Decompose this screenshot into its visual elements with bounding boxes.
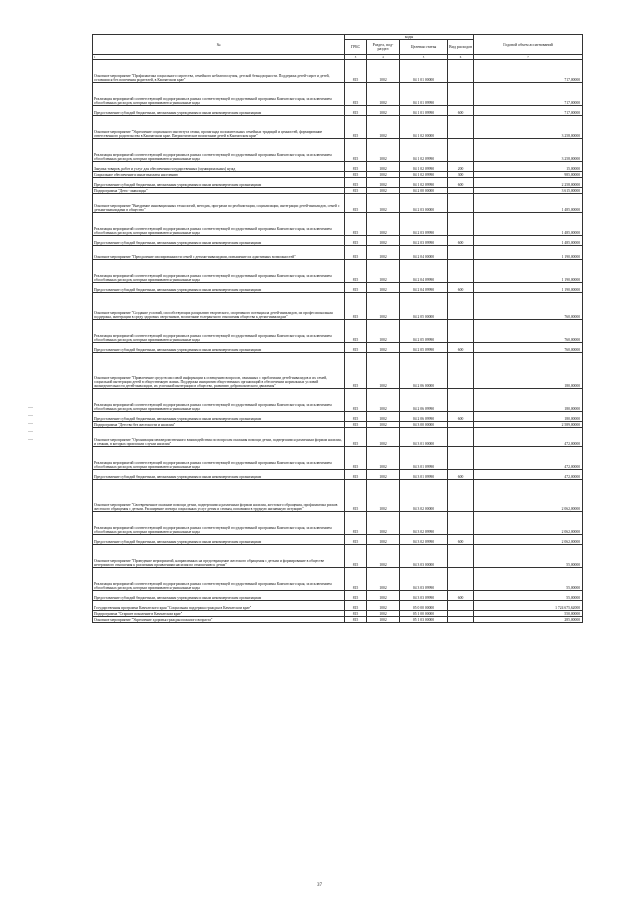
row-annual-amount: 180,00000 (474, 389, 583, 412)
row-razdel: 1002 (367, 83, 400, 106)
row-annual-amount: 717,00000 (474, 60, 583, 83)
row-grbs: 815 (345, 447, 367, 470)
row-grbs: 815 (345, 83, 367, 106)
row-grbs: 815 (345, 601, 367, 611)
row-expense-type (448, 194, 474, 213)
table-row (93, 236, 583, 246)
row-target-article: 04 1 02 09990 (400, 178, 448, 188)
row-description: Предоставление субсидий бюджетным, автономным учреждениям и иным некоммерческим организациям (93, 283, 345, 293)
row-target-article: 05 1 00 00000 (400, 611, 448, 617)
row-razdel: 1002 (367, 139, 400, 162)
table-row (93, 213, 583, 236)
row-annual-amount: 2 062,00000 (474, 535, 583, 545)
row-grbs: 815 (345, 139, 367, 162)
row-razdel: 1002 (367, 236, 400, 246)
table-row (93, 601, 583, 611)
row-grbs: 815 (345, 293, 367, 320)
row-description: Основное мероприятие "Организация межведомственного взаимодействия по вопросам оказания помощи детям, подвергшимся различным формам насилия, и семьям, в которых произошли случаи насилия" (93, 428, 345, 447)
row-description: Реализация мероприятий соответствующей подпрограммы в рамках соответствующей государственной программы Камчатского края, за исключением обособленных расходов, которым присваиваются уникальные коды (93, 320, 345, 343)
row-expense-type (448, 601, 474, 611)
row-razdel: 1002 (367, 172, 400, 178)
table-row (93, 293, 583, 320)
row-grbs: 815 (345, 512, 367, 535)
header-colnum-4: 4 (367, 55, 400, 60)
row-razdel: 1002 (367, 480, 400, 512)
row-expense-type (448, 568, 474, 591)
row-razdel: 1002 (367, 568, 400, 591)
row-grbs: 815 (345, 178, 367, 188)
row-target-article: 04 1 02 09990 (400, 162, 448, 172)
row-annual-amount: 472,00000 (474, 447, 583, 470)
row-annual-amount: 1 485,00000 (474, 236, 583, 246)
row-annual-amount: 3 615,00000 (474, 188, 583, 194)
row-target-article: 04 2 03 00000 (400, 194, 448, 213)
row-razdel: 1002 (367, 260, 400, 283)
row-target-article: 04 3 01 09990 (400, 470, 448, 480)
row-annual-amount: 15,00000 (474, 162, 583, 172)
row-target-article: 05 0 00 00000 (400, 601, 448, 611)
row-target-article: 04 3 00 00000 (400, 422, 448, 428)
row-grbs: 815 (345, 260, 367, 283)
row-description: Подпрограмма "Детство без жестокости и насилия" (93, 422, 345, 428)
row-target-article: 04 2 05 09990 (400, 343, 448, 353)
row-description: Государственная программа Камчатского края "Социальная поддержка граждан в Камчатском крае" (93, 601, 345, 611)
row-target-article: 04 2 03 09990 (400, 213, 448, 236)
table-row (93, 162, 583, 172)
row-razdel: 1002 (367, 470, 400, 480)
row-target-article: 04 3 03 09990 (400, 568, 448, 591)
budget-table (92, 34, 583, 623)
row-grbs: 815 (345, 412, 367, 422)
row-razdel: 1002 (367, 447, 400, 470)
row-description: Предоставление субсидий бюджетным, автономным учреждениям и иным некоммерческим организациям (93, 343, 345, 353)
row-description: Закупка товаров, работ и услуг для обеспечения государственных (муниципальных) нужд (93, 162, 345, 172)
row-target-article: 04 2 03 09990 (400, 236, 448, 246)
row-annual-amount: 760,00000 (474, 343, 583, 353)
row-annual-amount: 1 724 675,62000 (474, 601, 583, 611)
row-razdel: 1002 (367, 178, 400, 188)
row-target-article: 04 3 01 00000 (400, 428, 448, 447)
row-expense-type (448, 320, 474, 343)
row-expense-type (448, 213, 474, 236)
row-grbs: 815 (345, 106, 367, 116)
row-description: Предоставление субсидий бюджетным, автономным учреждениям и иным некоммерческим организациям (93, 535, 345, 545)
row-annual-amount: 472,00000 (474, 428, 583, 447)
header-num: № (93, 35, 345, 55)
row-target-article: 04 3 03 00000 (400, 545, 448, 568)
row-annual-amount: 985,00000 (474, 172, 583, 178)
table-row (93, 343, 583, 353)
row-razdel: 1002 (367, 412, 400, 422)
row-description: Предоставление субсидий бюджетным, автономным учреждениям и иным некоммерческим организациям (93, 178, 345, 188)
row-grbs: 815 (345, 545, 367, 568)
row-razdel: 1002 (367, 188, 400, 194)
row-annual-amount: 760,00000 (474, 320, 583, 343)
row-annual-amount: 3 258,00000 (474, 139, 583, 162)
row-target-article: 04 3 02 09990 (400, 535, 448, 545)
row-expense-type (448, 116, 474, 139)
row-description: Предоставление субсидий бюджетным, автономным учреждениям и иным некоммерческим организациям (93, 412, 345, 422)
row-razdel: 1002 (367, 428, 400, 447)
row-razdel: 1002 (367, 535, 400, 545)
row-razdel: 1002 (367, 545, 400, 568)
row-expense-type (448, 617, 474, 623)
table-row (93, 116, 583, 139)
row-expense-type: 300 (448, 172, 474, 178)
row-annual-amount: 3 258,00000 (474, 116, 583, 139)
row-target-article: 04 2 05 09990 (400, 320, 448, 343)
row-annual-amount: 1 190,00000 (474, 283, 583, 293)
row-target-article: 04 3 02 09990 (400, 512, 448, 535)
table-row (93, 353, 583, 389)
row-expense-type (448, 83, 474, 106)
row-grbs: 815 (345, 470, 367, 480)
row-grbs: 815 (345, 188, 367, 194)
table-row (93, 260, 583, 283)
row-annual-amount: 472,00000 (474, 470, 583, 480)
row-expense-type (448, 512, 474, 535)
row-description: Основное мероприятие "Укрепление социального института семьи, пропаганда положительных семейных традиций и ценностей, формирование ответственного родительства в Камчатском крае. Патриотическое воспитание детей в Камчатском крае" (93, 116, 345, 139)
row-expense-type: 600 (448, 178, 474, 188)
row-expense-type (448, 139, 474, 162)
table-row (93, 60, 583, 83)
budget-table-sheet (92, 34, 582, 623)
page-number: 37 (317, 883, 322, 888)
row-grbs: 815 (345, 343, 367, 353)
row-description: Реализация мероприятий соответствующей подпрограммы в рамках соответствующей государственной программы Камчатского края, за исключением обособленных расходов, которым присваиваются уникальные коды (93, 389, 345, 412)
row-grbs: 815 (345, 353, 367, 389)
row-expense-type (448, 246, 474, 260)
row-description: Предоставление субсидий бюджетным, автономным учреждениям и иным некоммерческим организациям (93, 470, 345, 480)
table-row (93, 412, 583, 422)
row-annual-amount: 180,00000 (474, 353, 583, 389)
row-razdel: 1002 (367, 320, 400, 343)
row-annual-amount: 717,00000 (474, 106, 583, 116)
table-row (93, 470, 583, 480)
row-annual-amount: 55,00000 (474, 591, 583, 601)
row-description: Социальное обеспечение и иные выплаты населению (93, 172, 345, 178)
row-target-article: 04 2 06 00000 (400, 353, 448, 389)
row-grbs: 815 (345, 246, 367, 260)
row-description: Реализация мероприятий соответствующей подпрограммы в рамках соответствующей государственной программы Камчатского края, за исключением обособленных расходов, которым присваиваются уникальные коды (93, 213, 345, 236)
table-row (93, 283, 583, 293)
row-razdel: 1002 (367, 389, 400, 412)
row-target-article: 04 1 02 09990 (400, 172, 448, 178)
row-razdel: 1002 (367, 246, 400, 260)
row-description: Реализация мероприятий соответствующей подпрограммы в рамках соответствующей государственной программы Камчатского края, за исключением обособленных расходов, которым присваиваются уникальные коды (93, 447, 345, 470)
row-description: Основное мероприятие "Укрепление здоровья граждан пожилого возраста" (93, 617, 345, 623)
header-razdel: Раздел, под-раздел (367, 40, 400, 55)
row-annual-amount: 2 062,00000 (474, 480, 583, 512)
row-description: Подпрограмма "Дети - инвалиды" (93, 188, 345, 194)
row-grbs: 815 (345, 162, 367, 172)
row-expense-type (448, 447, 474, 470)
row-razdel: 1002 (367, 116, 400, 139)
row-target-article: 04 2 04 09990 (400, 260, 448, 283)
row-expense-type (448, 545, 474, 568)
table-row (93, 83, 583, 106)
row-grbs: 815 (345, 213, 367, 236)
row-annual-amount: 1 190,00000 (474, 246, 583, 260)
row-annual-amount: 717,00000 (474, 83, 583, 106)
row-razdel: 1002 (367, 213, 400, 236)
row-annual-amount: 550,00000 (474, 611, 583, 617)
table-row (93, 568, 583, 591)
row-grbs: 815 (345, 320, 367, 343)
row-expense-type: 600 (448, 535, 474, 545)
row-razdel: 1002 (367, 106, 400, 116)
row-annual-amount: 2 258,00000 (474, 178, 583, 188)
row-razdel: 1002 (367, 353, 400, 389)
table-row (93, 428, 583, 447)
row-expense-type (448, 293, 474, 320)
row-grbs: 815 (345, 116, 367, 139)
row-expense-type (448, 60, 474, 83)
row-annual-amount: 55,00000 (474, 545, 583, 568)
row-expense-type: 600 (448, 106, 474, 116)
row-description: Основное мероприятие "Проведение мероприятий, направленных на предотвращение жестокого обращения с детьми и формирование в обществе нетерпимого отношения к различным проявлениям насилия по отношению к детям" (93, 545, 345, 568)
table-row (93, 545, 583, 568)
row-grbs: 815 (345, 283, 367, 293)
header-grbs: ГРБС (345, 40, 367, 55)
row-expense-type: 600 (448, 236, 474, 246)
row-grbs: 815 (345, 591, 367, 601)
row-razdel: 1002 (367, 162, 400, 172)
row-razdel: 1002 (367, 60, 400, 83)
row-target-article: 04 2 06 09990 (400, 389, 448, 412)
row-razdel: 1002 (367, 611, 400, 617)
row-expense-type: 600 (448, 591, 474, 601)
row-target-article: 04 3 01 09990 (400, 447, 448, 470)
row-target-article: 04 1 01 09990 (400, 106, 448, 116)
header-sum: Годовой объем ассигнований (474, 35, 583, 55)
row-annual-amount: 180,00000 (474, 412, 583, 422)
row-grbs: 815 (345, 428, 367, 447)
header-colnum-7: 7 (474, 55, 583, 60)
row-annual-amount: 2 062,00000 (474, 512, 583, 535)
row-razdel: 1002 (367, 617, 400, 623)
row-grbs: 815 (345, 172, 367, 178)
row-grbs: 815 (345, 611, 367, 617)
header-vid: Вид расходов (448, 40, 474, 55)
table-row (93, 389, 583, 412)
row-expense-type (448, 353, 474, 389)
header-colnum-5: 5 (400, 55, 448, 60)
header-colnum-3: 3 (345, 55, 367, 60)
row-annual-amount: 2 589,00000 (474, 422, 583, 428)
table-row (93, 512, 583, 535)
row-description: Реализация мероприятий соответствующей подпрограммы в рамках соответствующей государственной программы Камчатского края, за исключением обособленных расходов, которым присваиваются уникальные коды (93, 83, 345, 106)
row-description: Реализация мероприятий соответствующей подпрограммы в рамках соответствующей государственной программы Камчатского края, за исключением обособленных расходов, которым присваиваются уникальные коды (93, 568, 345, 591)
table-row (93, 139, 583, 162)
row-grbs: 815 (345, 480, 367, 512)
row-razdel: 1002 (367, 283, 400, 293)
row-description: Основное мероприятие "Создание условий, способствующих раскрытию творческого, спортивного потенциала детей-инвалидов, их профессиональная поддержка, интеграции в среду здоровых сверстников, воспитание толерантного отношения общества к детям-инвалидам" (93, 293, 345, 320)
header-colnum-6: 6 (448, 55, 474, 60)
row-target-article: 04 1 02 09990 (400, 139, 448, 162)
table-row (93, 178, 583, 188)
row-expense-type: 600 (448, 412, 474, 422)
row-expense-type: 600 (448, 470, 474, 480)
row-grbs: 815 (345, 60, 367, 83)
row-expense-type: 600 (448, 283, 474, 293)
row-grbs: 815 (345, 389, 367, 412)
row-grbs: 815 (345, 194, 367, 213)
row-target-article: 04 1 01 00000 (400, 60, 448, 83)
row-description: Основное мероприятие "Профилактика социального сиротства, семейного неблагополучия, детской безнадзорности. Поддержка детей-сирот и детей, оставшихся без попечения родителей, в Камчатском крае" (93, 60, 345, 83)
row-annual-amount: 55,00000 (474, 568, 583, 591)
row-target-article: 04 3 03 09990 (400, 591, 448, 601)
row-description: Реализация мероприятий соответствующей подпрограммы в рамках соответствующей государственной программы Камчатского края, за исключением обособленных расходов, которым присваиваются уникальные коды (93, 139, 345, 162)
row-description: Предоставление субсидий бюджетным, автономным учреждениям и иным некоммерческим организациям (93, 236, 345, 246)
row-razdel: 1002 (367, 512, 400, 535)
row-target-article: 04 2 06 09990 (400, 412, 448, 422)
table-body (93, 60, 583, 623)
row-target-article: 04 2 04 00000 (400, 246, 448, 260)
header-cs: Целевая статья (400, 40, 448, 55)
table-row (93, 617, 583, 623)
row-grbs: 815 (345, 535, 367, 545)
scan-edge-marks (28, 400, 34, 490)
row-razdel: 1002 (367, 293, 400, 320)
row-expense-type: 200 (448, 162, 474, 172)
row-target-article: 05 1 03 00000 (400, 617, 448, 623)
row-annual-amount: 1 190,00000 (474, 260, 583, 283)
row-expense-type: 600 (448, 343, 474, 353)
row-expense-type (448, 428, 474, 447)
table-row (93, 106, 583, 116)
row-target-article: 04 1 02 00000 (400, 116, 448, 139)
row-grbs: 815 (345, 617, 367, 623)
table-row (93, 447, 583, 470)
row-target-article: 04 2 00 00000 (400, 188, 448, 194)
row-expense-type (448, 480, 474, 512)
table-row (93, 246, 583, 260)
row-target-article: 04 3 02 00000 (400, 480, 448, 512)
row-description: Подпрограмма "Старшее поколение в Камчатском крае" (93, 611, 345, 617)
row-description: Реализация мероприятий соответствующей подпрограммы в рамках соответствующей государственной программы Камчатского края, за исключением обособленных расходов, которым присваиваются уникальные коды (93, 512, 345, 535)
row-target-article: 04 2 04 09990 (400, 283, 448, 293)
row-razdel: 1002 (367, 343, 400, 353)
row-razdel: 1002 (367, 422, 400, 428)
row-razdel: 1002 (367, 194, 400, 213)
row-expense-type (448, 260, 474, 283)
row-description: Основное мероприятие "Привлечение средств массовой информации к освещению вопросов, связанных с проблемами детей-инвалидов и их семей, социальной интеграции детей в общественную жизнь. Поддержка инициатив общественных организаций в обеспечении нормальных условий жизнедеятельности детей-инвалидов, их успешной интеграции в общество, развитию добровольческого движения" (93, 353, 345, 389)
row-description: Предоставление субсидий бюджетным, автономным учреждениям и иным некоммерческим организациям (93, 591, 345, 601)
row-description: Реализация мероприятий соответствующей подпрограммы в рамках соответствующей государственной программы Камчатского края, за исключением обособленных расходов, которым присваиваются уникальные коды (93, 260, 345, 283)
row-annual-amount: 760,00000 (474, 293, 583, 320)
row-annual-amount: 285,00000 (474, 617, 583, 623)
header-colnum-1: 1 (93, 55, 345, 60)
row-grbs: 815 (345, 236, 367, 246)
row-grbs: 815 (345, 568, 367, 591)
table-row (93, 480, 583, 512)
row-razdel: 1002 (367, 601, 400, 611)
row-razdel: 1002 (367, 591, 400, 601)
row-grbs: 815 (345, 422, 367, 428)
row-description: Основное мероприятие "Внедрение инновационных технологий, методик, программ по реабилитации, социализации, интеграции детей-инвалидов, семей с детьми-инвалидами в общество" (93, 194, 345, 213)
row-annual-amount: 1 485,00000 (474, 213, 583, 236)
table-row (93, 591, 583, 601)
table-row (93, 320, 583, 343)
row-target-article: 04 2 05 00000 (400, 293, 448, 320)
row-expense-type (448, 389, 474, 412)
table-row (93, 194, 583, 213)
row-target-article: 04 1 01 09990 (400, 83, 448, 106)
table-row (93, 535, 583, 545)
row-annual-amount: 1 485,00000 (474, 194, 583, 213)
header-codes: коды (345, 35, 474, 40)
row-description: Основное мероприятие "Преодоление изолированности семей с детьми-инвалидами, повышение их адаптивных возможностей" (93, 246, 345, 260)
row-description: Основное мероприятие "Своевременное оказание помощи детям, подвергшимся различным формам насилия, жестокого обращения, профилактика рисков жестокого обращения с детьми. Расширение спектра социальных услуг детям и семьям, попавшим в трудную жизненную ситуацию" (93, 480, 345, 512)
row-description: Предоставление субсидий бюджетным, автономным учреждениям и иным некоммерческим организациям (93, 106, 345, 116)
